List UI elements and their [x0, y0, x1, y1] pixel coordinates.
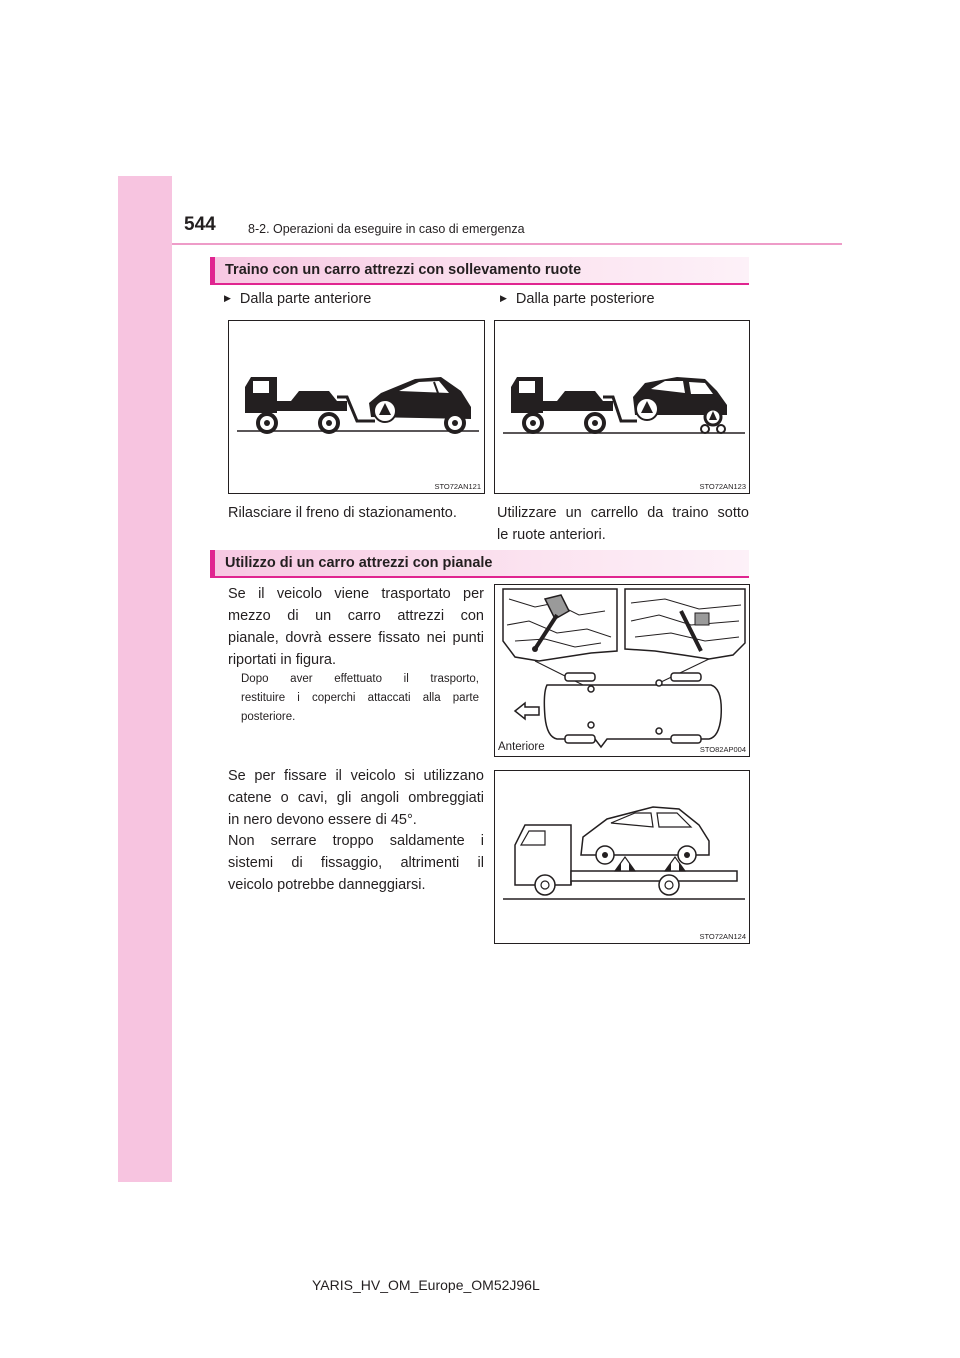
paragraph-chains-angle [228, 765, 484, 831]
page-number: 544 [184, 214, 216, 235]
section-heading-text: Traino con un carro attrezzi con sollevamento ruote [225, 262, 582, 278]
para-line: riportati in figura. [228, 652, 336, 668]
header-divider [172, 243, 842, 245]
para-line: in nero devono essere di 45°. [228, 812, 417, 828]
note-line: posteriore. [241, 711, 296, 723]
note-restore-covers [241, 670, 479, 727]
figure-code: STO72AN121 [434, 482, 481, 491]
tow-truck-front-illustration [229, 321, 485, 494]
para-line: Se per fissare il veicolo si utilizzano [228, 768, 484, 784]
tow-truck-rear-illustration [495, 321, 750, 494]
figure-label-front: Anteriore [498, 741, 545, 753]
caption-rear-line-1: Utilizzare un carrello da traino sotto [497, 505, 749, 521]
triangle-right-icon: ▶ [500, 293, 507, 303]
figure-tow-front [228, 320, 485, 494]
para-line: veicolo potrebbe danneggiarsi. [228, 877, 426, 893]
note-line: restituire i coperchi attaccati alla parte [241, 692, 479, 704]
section-heading-flatbed [210, 550, 749, 578]
section-heading-wheel-lift [210, 257, 749, 285]
figure-tie-down-points [494, 584, 750, 757]
caption-rear [497, 502, 749, 546]
side-color-bar [118, 176, 172, 1182]
bullet-front [224, 291, 371, 307]
figure-code: STO82AP004 [699, 745, 746, 754]
section-title: 8-2. Operazioni da eseguire in caso di emergenza [248, 222, 525, 236]
paragraph-flatbed-intro [228, 583, 484, 671]
figure-flatbed-truck [494, 770, 750, 944]
note-line: Dopo aver effettuato il trasporto, [241, 673, 479, 685]
section-heading-text: Utilizzo di un carro attrezzi con pianale [225, 555, 493, 571]
flatbed-truck-illustration [495, 771, 750, 944]
footer-manual-id: YARIS_HV_OM_Europe_OM52J96L [312, 1277, 540, 1293]
figure-code: STO72AN123 [699, 482, 746, 491]
para-line: Se il veicolo viene trasportato per [228, 586, 484, 602]
figure-code: STO72AN124 [699, 932, 746, 941]
triangle-right-icon: ▶ [224, 293, 231, 303]
figure-tow-rear [494, 320, 750, 494]
para-line: sistemi di fissaggio, altrimenti il [228, 855, 484, 871]
bullet-rear [500, 291, 655, 307]
caption-front: Rilasciare il freno di stazionamento. [228, 505, 457, 521]
para-line: pianale, dovrà essere fissato nei punti [228, 630, 484, 646]
bullet-rear-text: Dalla parte posteriore [515, 291, 655, 307]
paragraph-tightening [228, 830, 484, 896]
para-line: mezzo di un carro attrezzi con [228, 608, 484, 624]
para-line: catene o cavi, gli angoli ombreggiati [228, 790, 484, 806]
caption-rear-line-2: le ruote anteriori. [497, 527, 606, 543]
tie-down-points-illustration [495, 585, 750, 757]
para-line: Non serrare troppo saldamente i [228, 833, 484, 849]
bullet-front-text: Dalla parte anteriore [239, 291, 372, 307]
